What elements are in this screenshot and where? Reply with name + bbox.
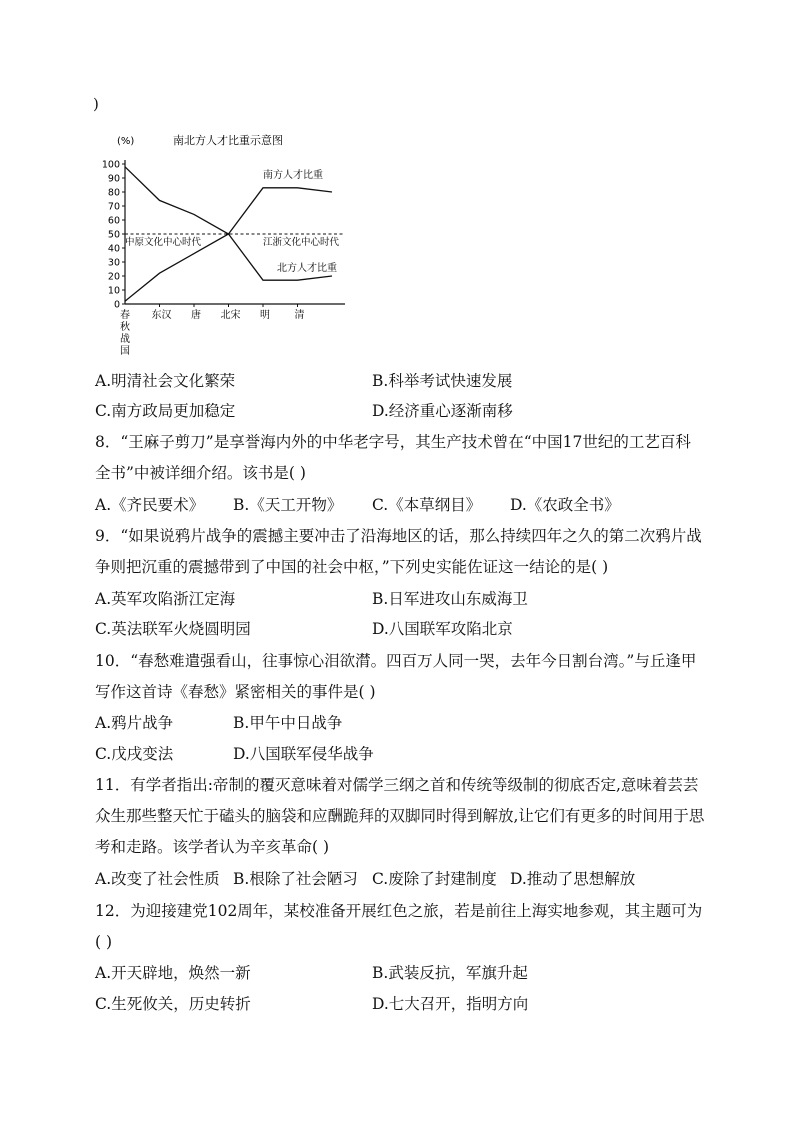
option-9b[interactable]: B.日军进攻山东威海卫 [372, 590, 528, 608]
x-tick-label: 清 [294, 310, 305, 321]
option-7a[interactable]: A.明清社会文化繁荣 [95, 372, 236, 390]
chart-ticks [102, 160, 305, 358]
option-10c[interactable]: C.戊戌变法 [95, 745, 174, 763]
x-tick-label: 秋 [120, 322, 130, 333]
question-10-stem: 10．“春愁难遣强看山，往事惊心泪欲潸。四百万人同一哭，去年今日割台湾。”与丘逢甲写作这首诗《春愁》紧密相关的事件是( ) [95, 652, 697, 701]
option-11d[interactable]: D.推动了思想解放 [510, 870, 636, 888]
y-tick-label: 20 [107, 271, 120, 283]
series-label-north: 北方人才比重 [277, 263, 337, 274]
option-10a[interactable]: A.鸦片战争 [95, 714, 174, 732]
y-tick-label: 70 [107, 201, 120, 213]
question-8-stem: 8．“王麻子剪刀”是享誉海内外的中华老字号，其生产技术曾在“中国17世纪的工艺百科全书”中被详细介绍。该书是( ) [95, 433, 691, 482]
annotation-jiangzhe: 江浙文化中心时代 [263, 237, 340, 248]
x-tick-label: 国 [120, 346, 130, 357]
chart-axes [125, 160, 345, 304]
y-tick-label: 50 [107, 229, 120, 241]
x-tick-label: 战 [120, 334, 130, 345]
chart-series [125, 167, 332, 301]
option-7c[interactable]: C.南方政局更加稳定 [95, 402, 236, 420]
option-8d[interactable]: D.《农政全书》 [510, 496, 620, 514]
option-12c[interactable]: C.生死攸关，历史转折 [95, 995, 251, 1013]
option-8a[interactable]: A.《齐民要术》 [95, 496, 205, 514]
y-tick-label: 0 [113, 299, 120, 311]
question-11-stem: 11．有学者指出:帝制的覆灭意味着对儒学三纲之首和传统等级制的彻底否定,意味着芸芸众生那些整天忙于磕头的脑袋和应酬跪拜的双脚同时得到解放,让它们有更多的时间用于思考和走路。该学者认为辛亥革命( ) [95, 776, 705, 856]
y-tick-label: 80 [107, 187, 120, 199]
option-12d[interactable]: D.七大召开，指明方向 [372, 995, 529, 1013]
option-9c[interactable]: C.英法联军火烧圆明园 [95, 620, 251, 638]
option-12b[interactable]: B.武装反抗，军旗升起 [372, 964, 528, 982]
y-tick-label: 10 [107, 285, 120, 297]
y-tick-label: 40 [107, 243, 120, 255]
x-tick-label: 明 [260, 310, 270, 321]
chart-ylabel: (%) [117, 136, 135, 147]
x-tick-label: 唐 [191, 310, 201, 321]
x-tick-label: 春 [120, 310, 130, 321]
option-11b[interactable]: B.根除了社会陋习 [233, 870, 358, 888]
option-9d[interactable]: D.八国联军攻陷北京 [372, 620, 513, 638]
chart-title: 南北方人才比重示意图 [173, 134, 283, 147]
option-12a[interactable]: A.开天辟地，焕然一新 [95, 964, 251, 982]
series-label-south: 南方人才比重 [263, 170, 323, 181]
option-11c[interactable]: C.废除了封建制度 [372, 870, 497, 888]
question-12-stem: 12．为迎接建党102周年，某校准备开展红色之旅，若是前往上海实地参观，其主题可为( ) [95, 902, 703, 951]
option-11a[interactable]: A.改变了社会性质 [95, 870, 220, 888]
y-tick-label: 60 [107, 215, 120, 227]
y-tick-label: 100 [101, 159, 120, 171]
option-7b[interactable]: B.科举考试快速发展 [372, 372, 513, 390]
option-8c[interactable]: C.《本草纲目》 [372, 496, 482, 514]
y-tick-label: 90 [107, 173, 120, 185]
y-tick-label: 30 [107, 257, 120, 269]
option-7d[interactable]: D.经济重心逐渐南移 [372, 402, 513, 420]
annotation-central-plains: 中原文化中心时代 [125, 237, 202, 248]
option-9a[interactable]: A.英军攻陷浙江定海 [95, 590, 236, 608]
x-tick-label: 北宋 [220, 310, 241, 321]
option-10d[interactable]: D.八国联军侵华战争 [233, 745, 374, 763]
option-8b[interactable]: B.《天工开物》 [233, 496, 343, 514]
question-9-stem: 9．“如果说鸦片战争的震撼主要冲击了沿海地区的话，那么持续四年之久的第二次鸦片战争则把沉重的震撼带到了中国的社会中枢，”下列史实能佐证这一结论的是( ) [95, 527, 702, 576]
talent-ratio-chart [95, 126, 385, 358]
x-tick-label: 东汉 [151, 310, 172, 321]
chart-svg [95, 126, 385, 358]
continued-paren: ) [93, 95, 99, 113]
option-10b[interactable]: B.甲午中日战争 [233, 714, 343, 732]
